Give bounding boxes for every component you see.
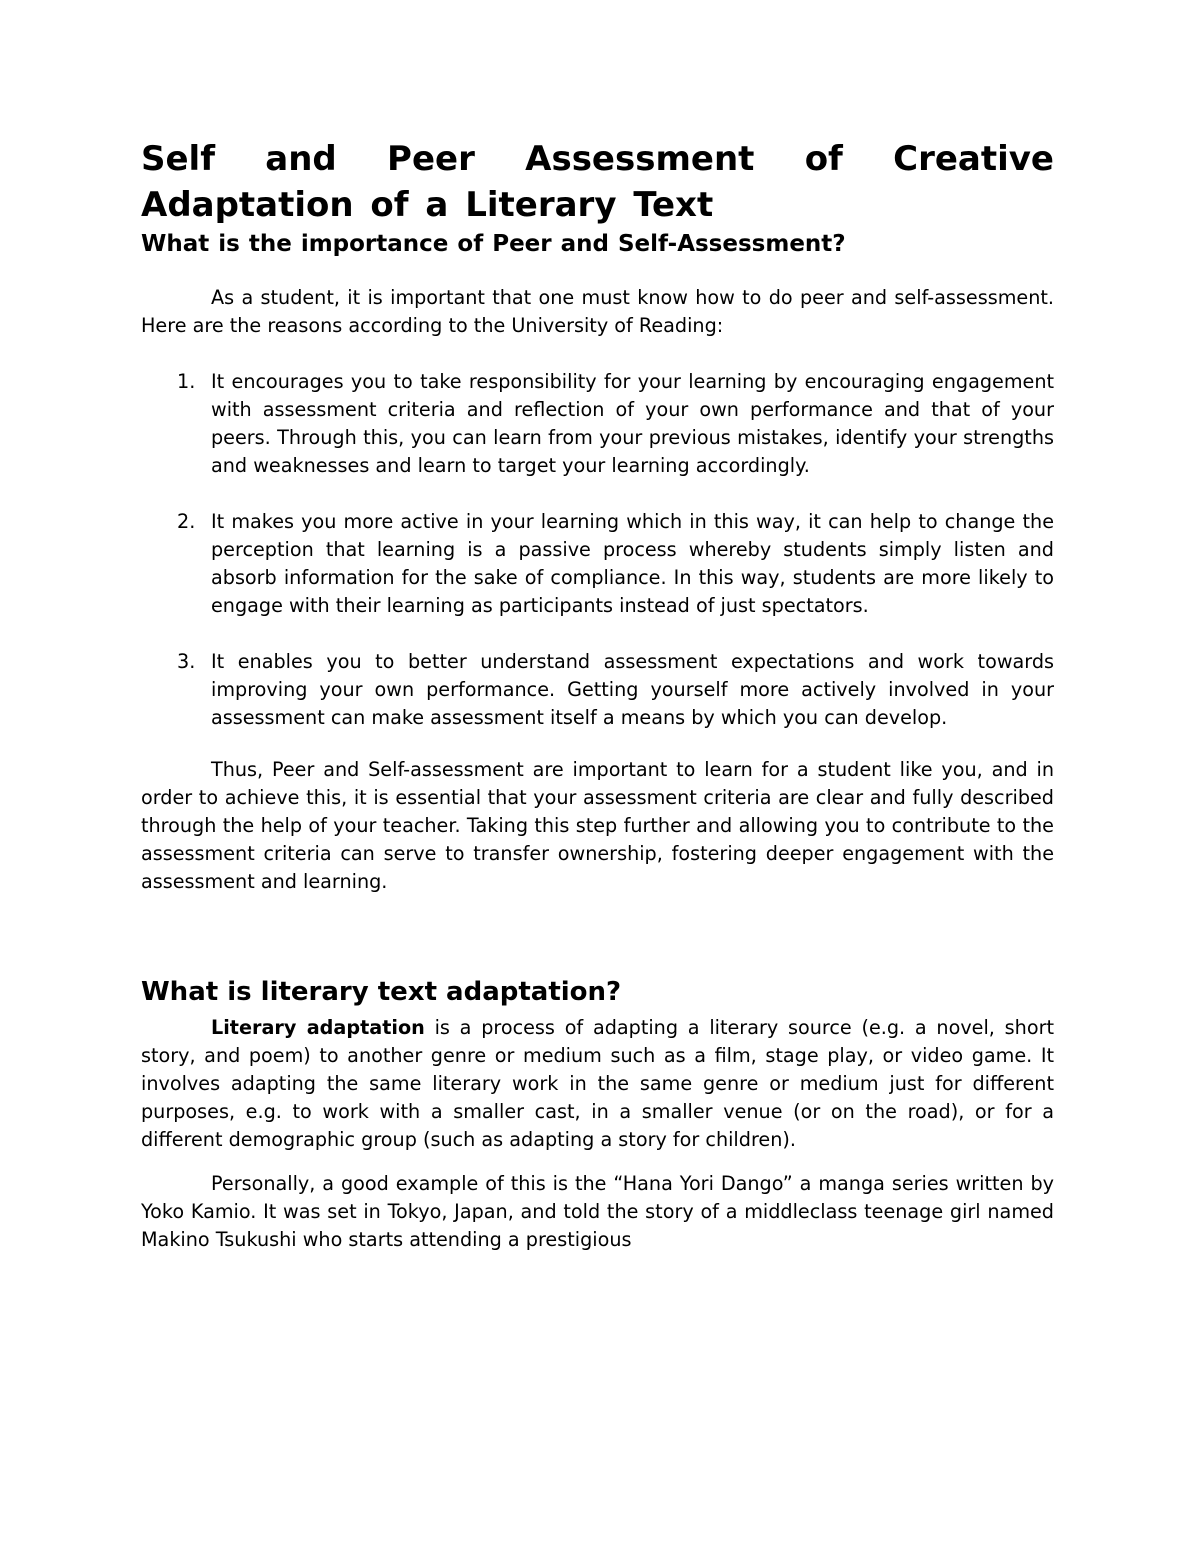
document-subtitle: What is the importance of Peer and Self-Assessment? [141, 231, 846, 257]
list-item [141, 508, 1054, 620]
definition-text: is a process of adapting a literary source (e.g. a novel, short story, and poem) to another genre or medium such as a film, stage play, or video game. It involves adapting the same literary work in the same genre or medium just for different purposes, e.g. to work with a smaller cast, in a smaller venue (or on the road), or for a different demographic group (such as adapting a story for children). [141, 1016, 1054, 1151]
intro-paragraph: As a student, it is important that one must know how to do peer and self-assessment. Here are the reasons according to the University of Reading: [141, 286, 1054, 337]
list-item-number: 1. [177, 370, 196, 393]
list-item-number: 3. [177, 650, 196, 673]
example-paragraph: Personally, a good example of this is the “Hana Yori Dango” a manga series written by Yoko Kamio. It was set in Tokyo, Japan, and told the story of a middleclass teenage girl named Makino Tsukushi who starts attending a prestigious [141, 1172, 1054, 1251]
document-title: Self and Peer Assessment of Creative Adaptation of a Literary Text [141, 139, 1054, 225]
definition-paragraph [141, 1014, 1054, 1154]
defined-term: Literary adaptation [211, 1016, 425, 1039]
list-item-text: It enables you to better understand assessment expectations and work towards improving your own performance. Getting yourself more actively involved in your assessment can make assessment itself a means by which you can develop. [211, 650, 1054, 729]
list-item-text: It encourages you to take responsibility for your learning by encouraging engagement with assessment criteria and reflection of your own performance and that of your peers. Through this, you can learn from your previous mistakes, identify your strengths and weaknesses and learn to target your learning accordingly. [211, 370, 1054, 477]
list-item-number: 2. [177, 510, 196, 533]
reasons-list [141, 368, 1054, 732]
section-heading: What is literary text adaptation? [141, 977, 622, 1007]
document-page [141, 136, 1054, 1254]
conclusion-paragraph: Thus, Peer and Self-assessment are important to learn for a student like you, and in order to achieve this, it is essential that your assessment criteria are clear and fully described through the help of your teacher. Taking this step further and allowing you to contribute to the assessment criteria can serve to transfer ownership, fostering deeper engagement with the assessment and learning. [141, 758, 1054, 893]
list-item [141, 648, 1054, 732]
list-item-text: It makes you more active in your learning which in this way, it can help to change the perception that learning is a passive process whereby students simply listen and absorb information for the sake of compliance. In this way, students are more likely to engage with their learning as participants instead of just spectators. [211, 510, 1054, 617]
list-item [141, 368, 1054, 480]
